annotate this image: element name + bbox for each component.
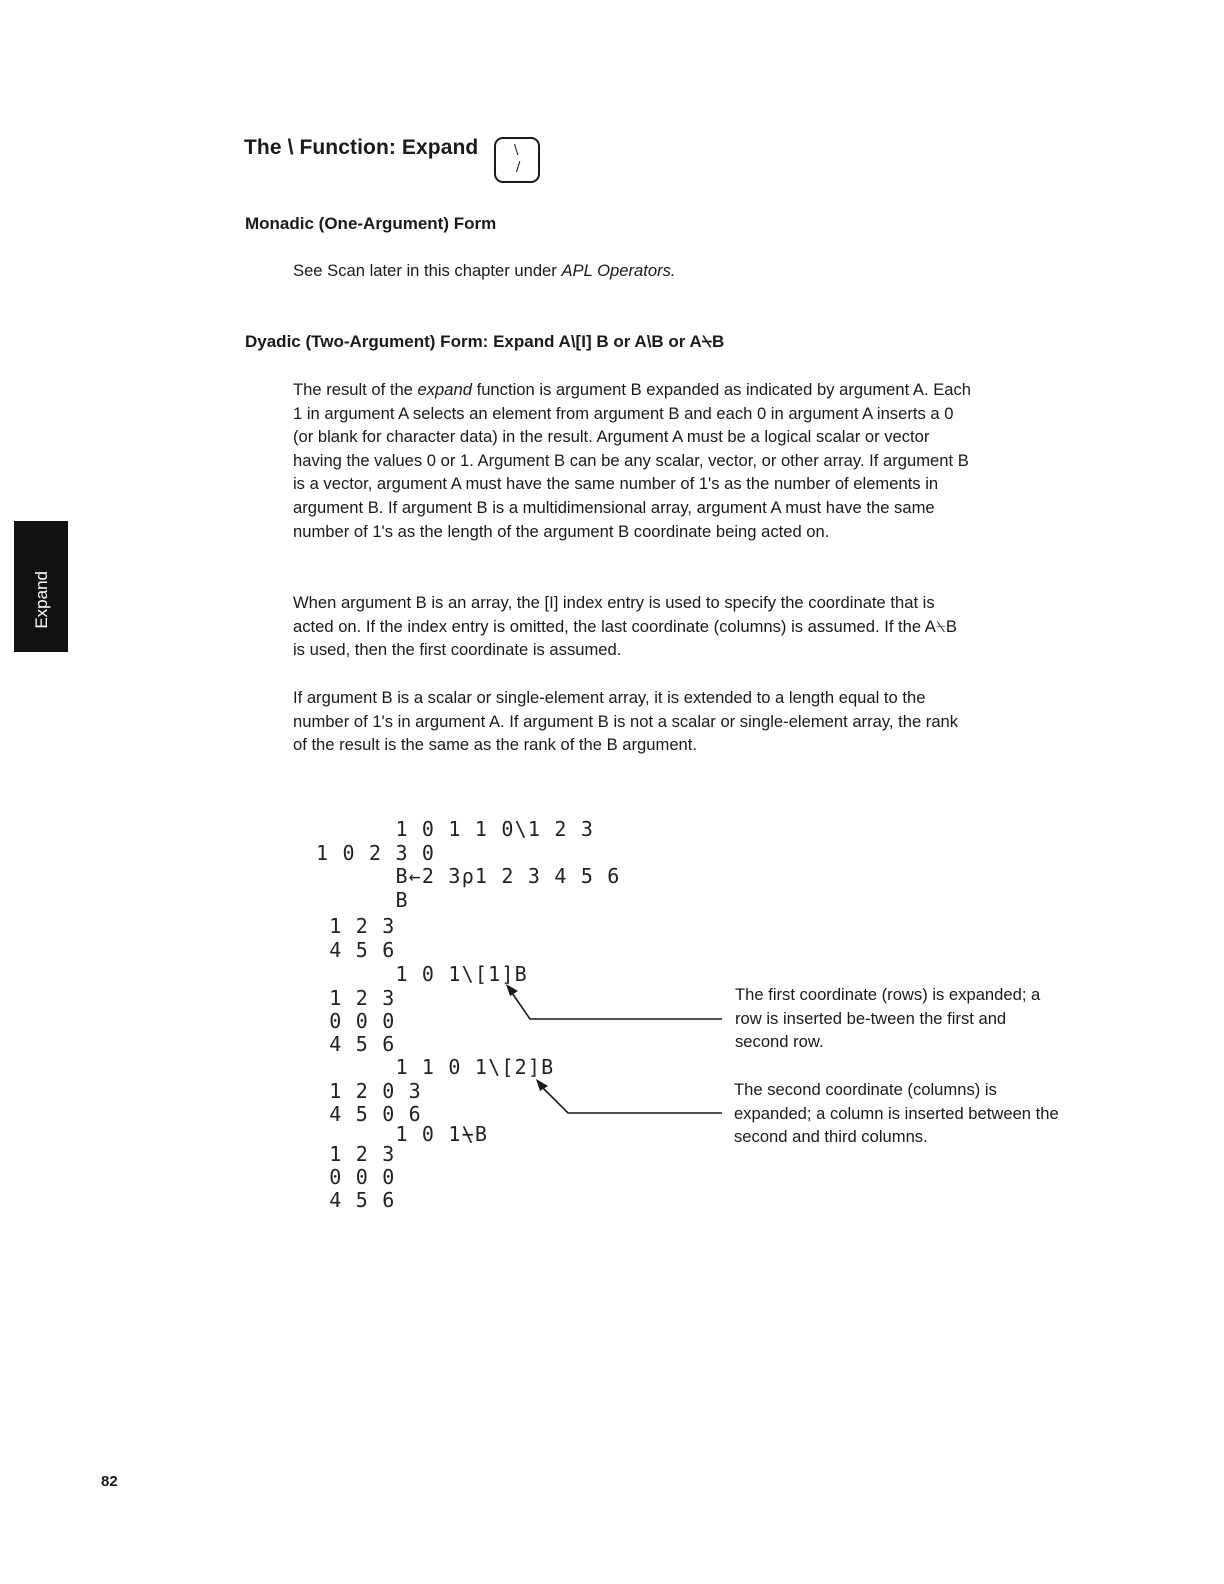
code-line: 0 0 0 bbox=[316, 1165, 396, 1189]
para1-italic: expand bbox=[417, 380, 472, 399]
code-line: B bbox=[316, 888, 409, 912]
code-line: 1 0 1⍀B bbox=[316, 1122, 489, 1146]
dyadic-paragraph-2: When argument B is an array, the [I] index entry is used to specify the coordinate that is acted on. If the index entry is omitted, the last coordinate (columns) is assumed. If the A⍀B is used, then the first coordinate is assumed. bbox=[293, 593, 957, 660]
code-line: 0 0 0 bbox=[316, 1009, 396, 1033]
code-line: 1 0 2 3 0 bbox=[316, 841, 436, 865]
code-line: 4 5 6 bbox=[316, 1188, 396, 1212]
dyadic-heading: Dyadic (Two-Argument) Form: Expand A\[I] B or A\B or A⍀B bbox=[245, 332, 725, 351]
para1-text-a: The result of the bbox=[293, 380, 418, 399]
monadic-text-prefix: See Scan later in this chapter under bbox=[293, 261, 562, 280]
dyadic-paragraph-3: If argument B is a scalar or single-element array, it is extended to a length equal to the number of 1's in argument A. If argument B is not a scalar or single-element array, the rank of the result is the same as the rank of the B argument. bbox=[293, 688, 959, 755]
code-line: 1 2 0 3 bbox=[316, 1079, 422, 1103]
callout-arrow-1 bbox=[510, 990, 722, 1019]
title-text: The \ Function: Expand bbox=[244, 136, 479, 159]
code-line: 1 1 0 1\[2]B bbox=[316, 1055, 555, 1079]
key-top-glyph: \ bbox=[514, 143, 519, 158]
callout-arrow-2 bbox=[540, 1085, 722, 1113]
monadic-heading: Monadic (One-Argument) Form bbox=[245, 214, 497, 233]
code-line: 4 5 6 bbox=[316, 1032, 396, 1056]
para1-text-b: function is argument B expanded as indicated by argument A. Each 1 in argument A selects an element from argument B and each 0 in argument A inserts a 0 (or blank for character data) in the result. Argument A must be a logical scalar or vector having the values 0 or 1. Argument B can be any scalar, vector, or other array. If argument B is a vector, argument A must have the same number of 1's as the number of elements in argument B. If argument B is a multidimensional array, argument A must have the same number of 1's as the length of the argument B coordinate being acted on. bbox=[293, 380, 972, 541]
callout-note-columns: The second coordinate (columns) is expanded; a column is inserted between the second and third columns. bbox=[734, 1080, 1059, 1146]
code-line: 4 5 0 6 bbox=[316, 1102, 422, 1126]
code-line: 1 0 1 1 0\1 2 3 bbox=[316, 817, 595, 841]
key-bottom-glyph: / bbox=[516, 160, 521, 175]
code-line: 4 5 6 bbox=[316, 938, 396, 962]
monadic-text-italic: APL Operators. bbox=[561, 261, 676, 280]
side-tab-label: Expand bbox=[32, 571, 51, 629]
code-line: 1 2 3 bbox=[316, 986, 396, 1010]
callout-note-rows: The first coordinate (rows) is expanded; a row is inserted be-tween the first and second row. bbox=[735, 985, 1041, 1051]
code-line: B←2 3⍴1 2 3 4 5 6 bbox=[316, 864, 621, 888]
code-line: 1 2 3 bbox=[316, 1142, 396, 1166]
code-line: 1 0 1\[1]B bbox=[316, 962, 528, 986]
page-number: 82 bbox=[101, 1473, 118, 1490]
code-line: 1 2 3 bbox=[316, 914, 396, 938]
arrowhead-1 bbox=[506, 984, 518, 996]
arrowhead-2 bbox=[536, 1079, 548, 1091]
